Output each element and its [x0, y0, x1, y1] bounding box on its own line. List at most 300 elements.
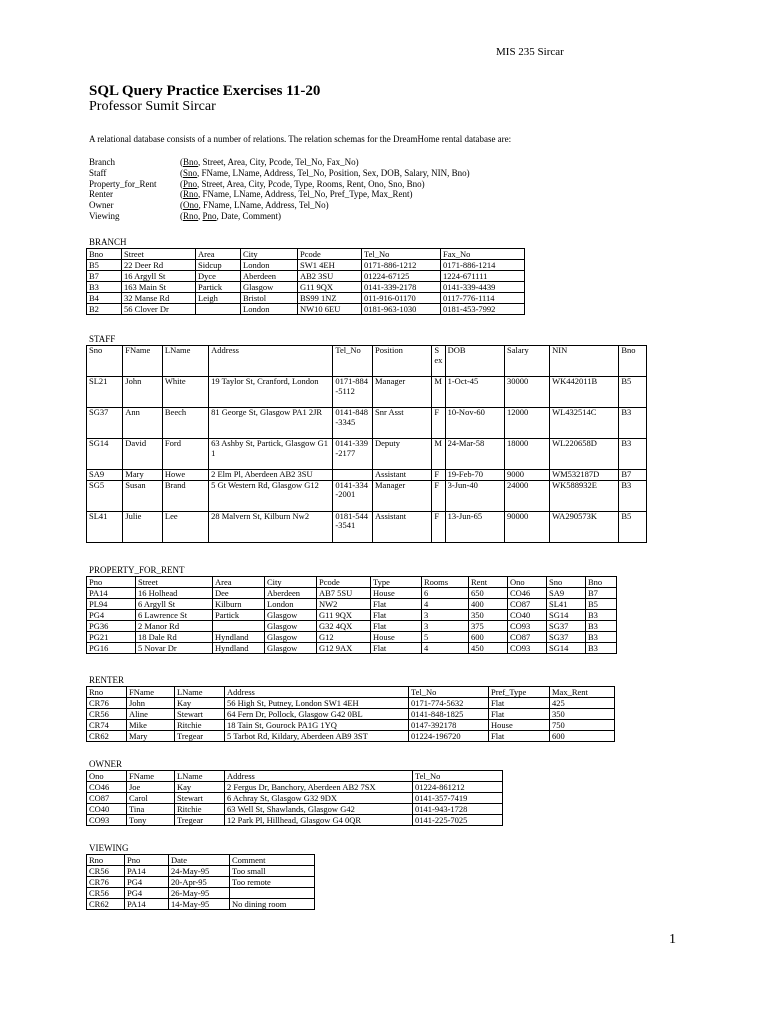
- table-cell: 16 Holhead: [136, 588, 213, 599]
- table-cell: Brand: [162, 480, 208, 511]
- table-cell: 18 Tain St, Gourock PA1G 1YQ: [225, 720, 409, 731]
- table-cell: No dining room: [230, 899, 315, 910]
- table-cell: Beech: [162, 408, 208, 439]
- table-cell: Flat: [371, 643, 422, 654]
- table-cell: Assistant: [373, 511, 432, 542]
- table-cell: 750: [550, 720, 615, 731]
- table-row: [87, 408, 647, 439]
- table-cell: 425: [550, 698, 615, 709]
- table-cell: 90000: [505, 511, 550, 542]
- column-header: FName: [127, 771, 175, 782]
- table-row: [87, 304, 525, 315]
- property-label: PROPERTY_FOR_RENT: [89, 565, 185, 575]
- table-cell: WM532187D: [550, 470, 619, 481]
- table-row: [87, 511, 647, 542]
- table-cell: Flat: [371, 610, 422, 621]
- column-header: Tel_No: [409, 687, 489, 698]
- column-header: Address: [225, 771, 413, 782]
- table-cell: Tregear: [175, 731, 225, 742]
- table-cell: 011-916-01170: [362, 293, 441, 304]
- column-header: Bno: [586, 577, 617, 588]
- table-cell: CO87: [508, 599, 547, 610]
- table-cell: Aberdeen: [265, 588, 317, 599]
- table-row: [87, 643, 617, 654]
- table-cell: CO40: [508, 610, 547, 621]
- table-cell: SG14: [547, 643, 586, 654]
- table-row: [87, 377, 647, 408]
- column-header: Tel_No: [333, 346, 373, 377]
- table-cell: SL21: [87, 377, 123, 408]
- table-cell: 4: [422, 643, 469, 654]
- column-header: Address: [209, 346, 333, 377]
- viewing-table: [86, 854, 315, 910]
- table-row: [87, 793, 503, 804]
- table-row: [87, 632, 617, 643]
- table-cell: 63 Well St, Shawlands, Glasgow G42: [225, 804, 413, 815]
- schema-list: [89, 157, 470, 222]
- table-cell: PA14: [87, 588, 136, 599]
- schema-definition: (Rno, FName, LName, Address, Tel_No, Pref_Type, Max_Rent): [180, 189, 413, 200]
- table-cell: B7: [586, 588, 617, 599]
- table-cell: 650: [469, 588, 508, 599]
- table-cell: Assistant: [373, 470, 432, 481]
- table-cell: SG37: [547, 621, 586, 632]
- table-cell: John: [127, 698, 175, 709]
- column-header: FName: [127, 687, 175, 698]
- table-cell: 24000: [505, 480, 550, 511]
- table-cell: 3: [422, 621, 469, 632]
- column-header: Max_Rent: [550, 687, 615, 698]
- table-row: [87, 720, 615, 731]
- table-cell: Flat: [371, 599, 422, 610]
- column-header: Rooms: [422, 577, 469, 588]
- column-header: Sex: [432, 346, 445, 377]
- table-cell: Flat: [489, 709, 550, 720]
- table-cell: 30000: [505, 377, 550, 408]
- table-cell: Flat: [489, 698, 550, 709]
- table-cell: Dee: [213, 588, 265, 599]
- table-cell: CR56: [87, 888, 125, 899]
- schema-row: [89, 200, 470, 211]
- table-cell: Aline: [127, 709, 175, 720]
- table-cell: Glasgow: [265, 643, 317, 654]
- table-cell: NW2: [317, 599, 371, 610]
- table-cell: F: [432, 480, 445, 511]
- table-cell: 350: [550, 709, 615, 720]
- column-header: DOB: [445, 346, 504, 377]
- table-cell: 5 Tarbot Rd, Kildary, Aberdeen AB9 3ST: [225, 731, 409, 742]
- table-cell: 0171-774-5632: [409, 698, 489, 709]
- table-cell: Stewart: [175, 709, 225, 720]
- column-header: Area: [213, 577, 265, 588]
- table-cell: CO46: [87, 782, 127, 793]
- schema-name: Branch: [89, 157, 115, 167]
- table-cell: 64 Fern Dr, Pollock, Glasgow G42 0BL: [225, 709, 409, 720]
- column-header: Bno: [619, 346, 647, 377]
- table-cell: SW1 4EH: [298, 260, 362, 271]
- table-cell: B3: [586, 643, 617, 654]
- schema-name: Property_for_Rent: [89, 178, 157, 189]
- table-cell: PG16: [87, 643, 136, 654]
- table-cell: B3: [619, 480, 647, 511]
- column-header: Type: [371, 577, 422, 588]
- staff-header-row: [87, 346, 647, 377]
- table-cell: 0141-848-3345: [333, 408, 373, 439]
- schema-name: Viewing: [89, 210, 120, 221]
- table-cell: CR56: [87, 866, 125, 877]
- table-cell: 22 Deer Rd: [122, 260, 196, 271]
- table-cell: 26-May-95: [169, 888, 230, 899]
- table-cell: B3: [619, 439, 647, 470]
- table-cell: CO40: [87, 804, 127, 815]
- table-cell: SG14: [87, 439, 123, 470]
- table-row: [87, 877, 315, 888]
- table-cell: 0181-963-1030: [362, 304, 441, 315]
- table-row: [87, 588, 617, 599]
- column-header: Bno: [87, 249, 122, 260]
- table-cell: PG36: [87, 621, 136, 632]
- table-cell: 01224-67125: [362, 271, 441, 282]
- schema-key: Sno: [183, 167, 198, 178]
- table-row: [87, 804, 503, 815]
- table-cell: B5: [619, 377, 647, 408]
- column-header: Rno: [87, 855, 125, 866]
- viewing-label: VIEWING: [89, 843, 129, 853]
- table-cell: AB7 5SU: [317, 588, 371, 599]
- table-cell: [213, 621, 265, 632]
- table-cell: CR56: [87, 709, 127, 720]
- table-cell: 1-Oct-45: [445, 377, 504, 408]
- column-header: Pno: [125, 855, 169, 866]
- table-cell: Ritchie: [175, 720, 225, 731]
- schema-row: [89, 168, 470, 179]
- table-cell: CO46: [508, 588, 547, 599]
- table-cell: 01224-861212: [413, 782, 503, 793]
- schema-row: [89, 211, 470, 222]
- table-cell: 01224-196720: [409, 731, 489, 742]
- table-row: [87, 731, 615, 742]
- course-header: MIS 235 Sircar: [496, 46, 564, 58]
- table-cell: CR62: [87, 899, 125, 910]
- property-header-row: [87, 577, 617, 588]
- table-cell: Kilburn: [213, 599, 265, 610]
- schema-attributes: , FName, LName, Address, Tel_No, Position, Sex, DOB, Salary, NIN, Bno): [197, 167, 470, 178]
- table-cell: London: [241, 260, 298, 271]
- table-cell: SG14: [547, 610, 586, 621]
- table-cell: 2 Fergus Dr, Banchory, Aberdeen AB2 7SX: [225, 782, 413, 793]
- table-cell: M: [432, 377, 445, 408]
- table-cell: Ann: [123, 408, 163, 439]
- staff-table: [86, 345, 647, 543]
- table-cell: Ford: [162, 439, 208, 470]
- column-header: Pcode: [298, 249, 362, 260]
- table-cell: SG5: [87, 480, 123, 511]
- table-cell: NW10 6EU: [298, 304, 362, 315]
- table-cell: PL94: [87, 599, 136, 610]
- table-cell: PG4: [125, 877, 169, 888]
- table-cell: PA14: [125, 899, 169, 910]
- table-cell: 2 Elm Pl, Aberdeen AB2 3SU: [209, 470, 333, 481]
- table-cell: G11 9QX: [298, 282, 362, 293]
- table-cell: Manager: [373, 480, 432, 511]
- table-cell: Flat: [489, 731, 550, 742]
- table-cell: B5: [87, 260, 122, 271]
- table-cell: Snr Asst: [373, 408, 432, 439]
- table-cell: David: [123, 439, 163, 470]
- table-cell: Partick: [213, 610, 265, 621]
- table-cell: BS99 1NZ: [298, 293, 362, 304]
- table-cell: Susan: [123, 480, 163, 511]
- intro-text: A relational database consists of a number of relations. The relation schemas for the DreamHome rental database are:: [89, 134, 512, 144]
- table-cell: 13-Jun-65: [445, 511, 504, 542]
- column-header: Pref_Type: [489, 687, 550, 698]
- column-header: Rno: [87, 687, 127, 698]
- table-cell: Aberdeen: [241, 271, 298, 282]
- schema-attributes: , Street, Area, City, Pcode, Type, Rooms, Rent, Ono, Sno, Bno): [197, 178, 425, 189]
- table-cell: Tony: [127, 815, 175, 826]
- table-cell: B7: [619, 470, 647, 481]
- table-cell: Hyndland: [213, 632, 265, 643]
- table-cell: CR62: [87, 731, 127, 742]
- table-cell: 24-May-95: [169, 866, 230, 877]
- table-cell: White: [162, 377, 208, 408]
- column-header: Salary: [505, 346, 550, 377]
- table-cell: 0141-339-4439: [441, 282, 525, 293]
- table-cell: B3: [87, 282, 122, 293]
- table-cell: 24-Mar-58: [445, 439, 504, 470]
- table-cell: WA290573K: [550, 511, 619, 542]
- table-cell: 0141-334-2001: [333, 480, 373, 511]
- table-cell: Howe: [162, 470, 208, 481]
- table-cell: G12 9AX: [317, 643, 371, 654]
- table-cell: F: [432, 470, 445, 481]
- table-row: [87, 709, 615, 720]
- column-header: Date: [169, 855, 230, 866]
- viewing-header-row: [87, 855, 315, 866]
- table-row: [87, 599, 617, 610]
- table-cell: PG21: [87, 632, 136, 643]
- column-header: Ono: [508, 577, 547, 588]
- schema-row: [89, 189, 470, 200]
- table-cell: SL41: [87, 511, 123, 542]
- column-header: FName: [123, 346, 163, 377]
- schema-key: Bno: [183, 157, 199, 167]
- table-cell: Partick: [196, 282, 241, 293]
- table-cell: WK588932E: [550, 480, 619, 511]
- schema-key: Ono: [183, 200, 199, 211]
- table-cell: 6 Lawrence St: [136, 610, 213, 621]
- column-header: Comment: [230, 855, 315, 866]
- table-cell: Stewart: [175, 793, 225, 804]
- column-header: City: [241, 249, 298, 260]
- table-row: [87, 271, 525, 282]
- column-header: Area: [196, 249, 241, 260]
- table-row: [87, 293, 525, 304]
- table-cell: 5 Novar Dr: [136, 643, 213, 654]
- table-cell: 0181-453-7992: [441, 304, 525, 315]
- property-table: [86, 576, 617, 654]
- renter-label: RENTER: [89, 675, 124, 685]
- table-cell: 600: [469, 632, 508, 643]
- table-cell: 32 Manse Rd: [122, 293, 196, 304]
- table-cell: 0171-884-5112: [333, 377, 373, 408]
- table-cell: 0117-776-1114: [441, 293, 525, 304]
- table-cell: Deputy: [373, 439, 432, 470]
- table-row: [87, 470, 647, 481]
- table-row: [87, 439, 647, 470]
- schema-key: Pno: [183, 178, 198, 189]
- column-header: Tel_No: [413, 771, 503, 782]
- table-cell: B5: [619, 511, 647, 542]
- table-row: [87, 621, 617, 632]
- table-cell: WK442011B: [550, 377, 619, 408]
- table-cell: CR74: [87, 720, 127, 731]
- schema-attributes: , Date, Comment): [216, 210, 282, 221]
- schema-name: Staff: [89, 167, 107, 178]
- table-row: [87, 866, 315, 877]
- table-cell: 5: [422, 632, 469, 643]
- schema-definition: (Bno, Street, Area, City, Pcode, Tel_No, Fax_No): [180, 157, 359, 167]
- column-header: Ono: [87, 771, 127, 782]
- owner-table: [86, 770, 503, 826]
- table-cell: 375: [469, 621, 508, 632]
- table-cell: 400: [469, 599, 508, 610]
- table-cell: 6 Achray St, Glasgow G32 9DX: [225, 793, 413, 804]
- column-header: Sno: [547, 577, 586, 588]
- column-header: LName: [175, 771, 225, 782]
- table-cell: Flat: [371, 621, 422, 632]
- table-row: [87, 899, 315, 910]
- table-cell: 63 Ashby St, Partick, Glasgow G11: [209, 439, 333, 470]
- table-cell: House: [371, 632, 422, 643]
- table-cell: London: [241, 304, 298, 315]
- table-cell: 4: [422, 599, 469, 610]
- table-cell: CO93: [87, 815, 127, 826]
- table-cell: Dyce: [196, 271, 241, 282]
- schema-name: Renter: [89, 189, 113, 200]
- column-header: Rent: [469, 577, 508, 588]
- table-cell: 18 Dale Rd: [136, 632, 213, 643]
- table-cell: SA9: [87, 470, 123, 481]
- table-cell: Kay: [175, 698, 225, 709]
- table-row: [87, 610, 617, 621]
- table-cell: 12 Park Pl, Hillhead, Glasgow G4 0QR: [225, 815, 413, 826]
- renter-table: [86, 686, 615, 742]
- owner-header-row: [87, 771, 503, 782]
- page-number: 1: [669, 932, 676, 947]
- table-cell: London: [265, 599, 317, 610]
- table-cell: CO87: [508, 632, 547, 643]
- table-cell: 18000: [505, 439, 550, 470]
- schema-key: Rno: [183, 189, 199, 200]
- table-cell: WL432514C: [550, 408, 619, 439]
- column-header: Pno: [87, 577, 136, 588]
- table-cell: 163 Main St: [122, 282, 196, 293]
- schema-definition: (Pno, Street, Area, City, Pcode, Type, Rooms, Rent, Ono, Sno, Bno): [180, 178, 425, 189]
- table-cell: 20-Apr-95: [169, 877, 230, 888]
- table-cell: F: [432, 511, 445, 542]
- table-cell: Tregear: [175, 815, 225, 826]
- column-header: Position: [373, 346, 432, 377]
- column-header: Pcode: [317, 577, 371, 588]
- table-cell: 56 High St, Putney, London SW1 4EH: [225, 698, 409, 709]
- table-cell: 1224-671111: [441, 271, 525, 282]
- table-cell: B3: [619, 408, 647, 439]
- table-cell: 28 Malvern St, Kilburn Nw2: [209, 511, 333, 542]
- table-cell: Leigh: [196, 293, 241, 304]
- table-cell: SA9: [547, 588, 586, 599]
- table-cell: House: [371, 588, 422, 599]
- table-cell: CO93: [508, 643, 547, 654]
- table-cell: Too small: [230, 866, 315, 877]
- table-cell: 9000: [505, 470, 550, 481]
- branch-label: BRANCH: [89, 237, 127, 247]
- table-cell: Bristol: [241, 293, 298, 304]
- table-cell: B2: [87, 304, 122, 315]
- table-cell: 12000: [505, 408, 550, 439]
- table-cell: 0171-886-1214: [441, 260, 525, 271]
- column-header: Street: [122, 249, 196, 260]
- table-row: [87, 480, 647, 511]
- table-cell: B3: [586, 621, 617, 632]
- table-cell: Kay: [175, 782, 225, 793]
- table-cell: 350: [469, 610, 508, 621]
- table-cell: Manager: [373, 377, 432, 408]
- table-cell: B4: [87, 293, 122, 304]
- table-cell: 0141-339-2177: [333, 439, 373, 470]
- table-cell: M: [432, 439, 445, 470]
- table-cell: Mike: [127, 720, 175, 731]
- column-header: Fax_No: [441, 249, 525, 260]
- table-cell: 0141-848-1825: [409, 709, 489, 720]
- staff-label: STAFF: [89, 334, 116, 344]
- table-cell: Sidcup: [196, 260, 241, 271]
- schema-definition: (Rno, Pno, Date, Comment): [180, 210, 282, 221]
- table-cell: 600: [550, 731, 615, 742]
- renter-header-row: [87, 687, 615, 698]
- table-cell: 56 Clover Dr: [122, 304, 196, 315]
- table-cell: Glasgow: [265, 621, 317, 632]
- table-cell: SG37: [87, 408, 123, 439]
- table-cell: Glasgow: [265, 610, 317, 621]
- page-title: SQL Query Practice Exercises 11-20: [89, 83, 321, 99]
- branch-table: [86, 248, 525, 315]
- schema-row: [89, 179, 470, 190]
- table-cell: F: [432, 408, 445, 439]
- owner-label: OWNER: [89, 759, 122, 769]
- schema-key: Rno: [183, 210, 199, 221]
- table-cell: Too remote: [230, 877, 315, 888]
- table-cell: [333, 470, 373, 481]
- table-cell: 3-Jun-40: [445, 480, 504, 511]
- table-cell: Mary: [123, 470, 163, 481]
- table-cell: G12: [317, 632, 371, 643]
- table-cell: Mary: [127, 731, 175, 742]
- table-cell: [196, 304, 241, 315]
- table-cell: Carol: [127, 793, 175, 804]
- schema-attributes: , FName, LName, Address, Tel_No, Pref_Type, Max_Rent): [198, 189, 413, 200]
- table-cell: PA14: [125, 866, 169, 877]
- table-cell: 6 Argyll St: [136, 599, 213, 610]
- table-cell: PG4: [87, 610, 136, 621]
- table-cell: 0181-544-3541: [333, 511, 373, 542]
- schema-attributes: , FName, LName, Address, Tel_No): [198, 200, 329, 211]
- table-row: [87, 260, 525, 271]
- table-cell: 16 Argyll St: [122, 271, 196, 282]
- table-cell: 0171-886-1212: [362, 260, 441, 271]
- page-subtitle: Professor Sumit Sircar: [89, 99, 216, 114]
- table-row: [87, 698, 615, 709]
